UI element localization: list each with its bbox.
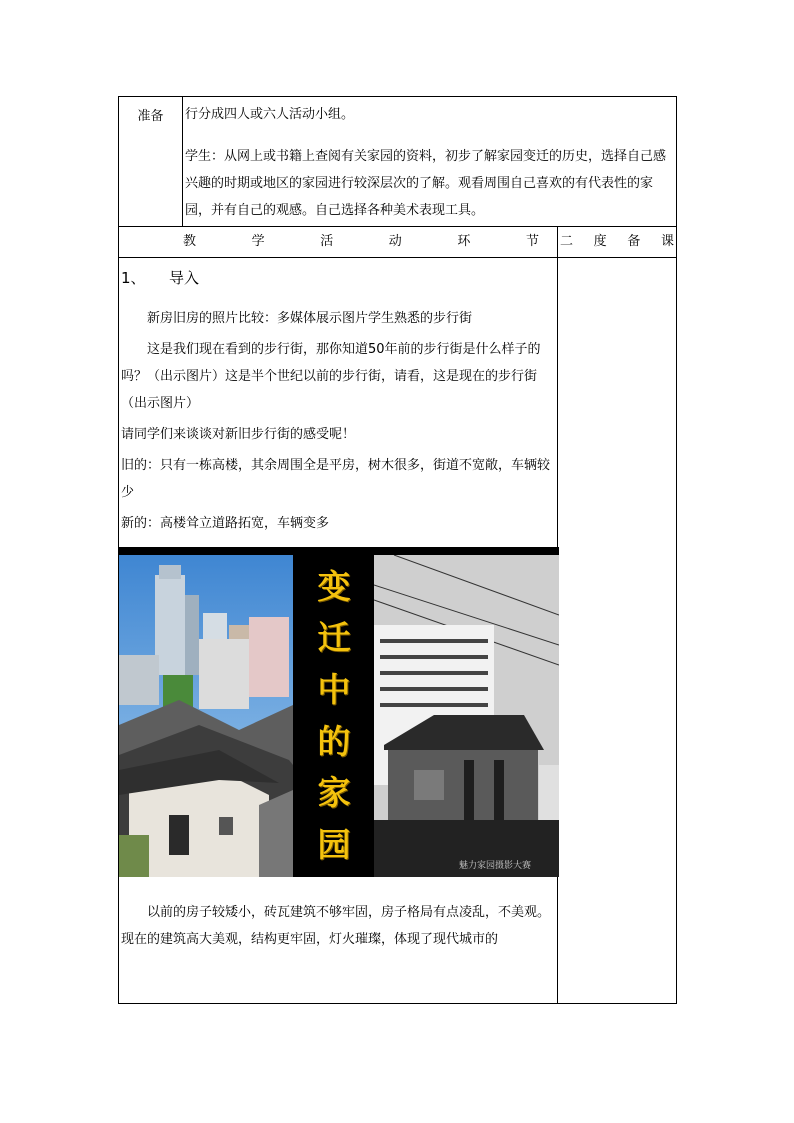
activity-header-char: 动 <box>388 234 402 249</box>
second-prep-notes-cell <box>558 258 677 1004</box>
second-prep-header-char: 课 <box>660 234 674 249</box>
section-title: 导入 <box>169 269 200 287</box>
prep-content <box>183 97 677 227</box>
activity-header-char: 学 <box>251 234 265 249</box>
activity-header-label <box>119 227 557 257</box>
figure-title-char: 中 <box>317 670 351 710</box>
activity-header-char: 节 <box>525 234 539 249</box>
prep-label: 准备 <box>119 97 183 227</box>
figure-title-char: 迁 <box>317 618 351 658</box>
second-prep-header-cell <box>558 227 677 258</box>
activity-content-cell <box>119 258 558 1004</box>
section-number: 1、 <box>121 269 146 287</box>
intro-paragraph: 新房旧房的照片比较：多媒体展示图片学生熟悉的步行街 <box>147 311 473 326</box>
activity-header-char: 教 <box>183 234 197 249</box>
comparison-figure <box>119 547 559 877</box>
modern-city-photo <box>119 555 293 877</box>
prep-row <box>119 97 677 227</box>
prompt-paragraph: 请同学们来谈谈对新旧步行街的感受呢！ <box>121 427 356 442</box>
prep-line-2: 学生：从网上或书籍上查阅有关家园的资料，初步了解家园变迁的历史，选择自己感兴趣的时期或地区的家园进行较深层次的了解。观看周围自己喜欢的有代表性的家园，并有自己的观感。自己选择各种美术表现工具。 <box>185 149 667 218</box>
section-heading <box>121 258 555 298</box>
figure-title-char: 的 <box>317 721 351 761</box>
second-prep-header-char: 二 <box>560 234 574 249</box>
figure-title-char: 变 <box>317 566 351 606</box>
figure-title-char: 园 <box>317 825 351 865</box>
conclusion-paragraph: 以前的房子较矮小，砖瓦建筑不够牢固，房子格局有点凌乱，不美观。现在的建筑高大美观，结构更牢固，灯火璀璨，体现了现代城市的 <box>121 905 551 947</box>
photo-watermark: 魅力家园摄影大赛 <box>458 861 531 871</box>
activity-content-row <box>119 258 677 1004</box>
question-paragraph: 这是我们现在看到的步行街，那你知道50年前的步行街是什么样子的吗？（出示图片）这是半个世纪以前的步行街，请看，这是现在的步行街（出示图片） <box>121 342 541 411</box>
prep-line-1: 行分成四人或六人活动小组。 <box>185 107 355 122</box>
second-prep-header-char: 备 <box>627 234 641 249</box>
figure-title <box>297 555 371 877</box>
old-street-paragraph: 旧的：只有一栋高楼，其余周围全是平房，树木很多，街道不宽敞，车辆较少 <box>121 458 551 500</box>
activity-header-char: 环 <box>457 234 471 249</box>
old-street-photo <box>374 555 559 877</box>
activity-header-char: 活 <box>320 234 334 249</box>
activity-header-row <box>119 227 677 258</box>
figure-title-char: 家 <box>317 773 351 813</box>
new-street-paragraph: 新的：高楼耸立道路拓宽，车辆变多 <box>121 516 330 531</box>
activity-header-cell <box>119 227 558 258</box>
lesson-plan-table <box>118 96 677 1004</box>
second-prep-header-char: 度 <box>593 234 607 249</box>
second-prep-header-label <box>558 227 676 257</box>
